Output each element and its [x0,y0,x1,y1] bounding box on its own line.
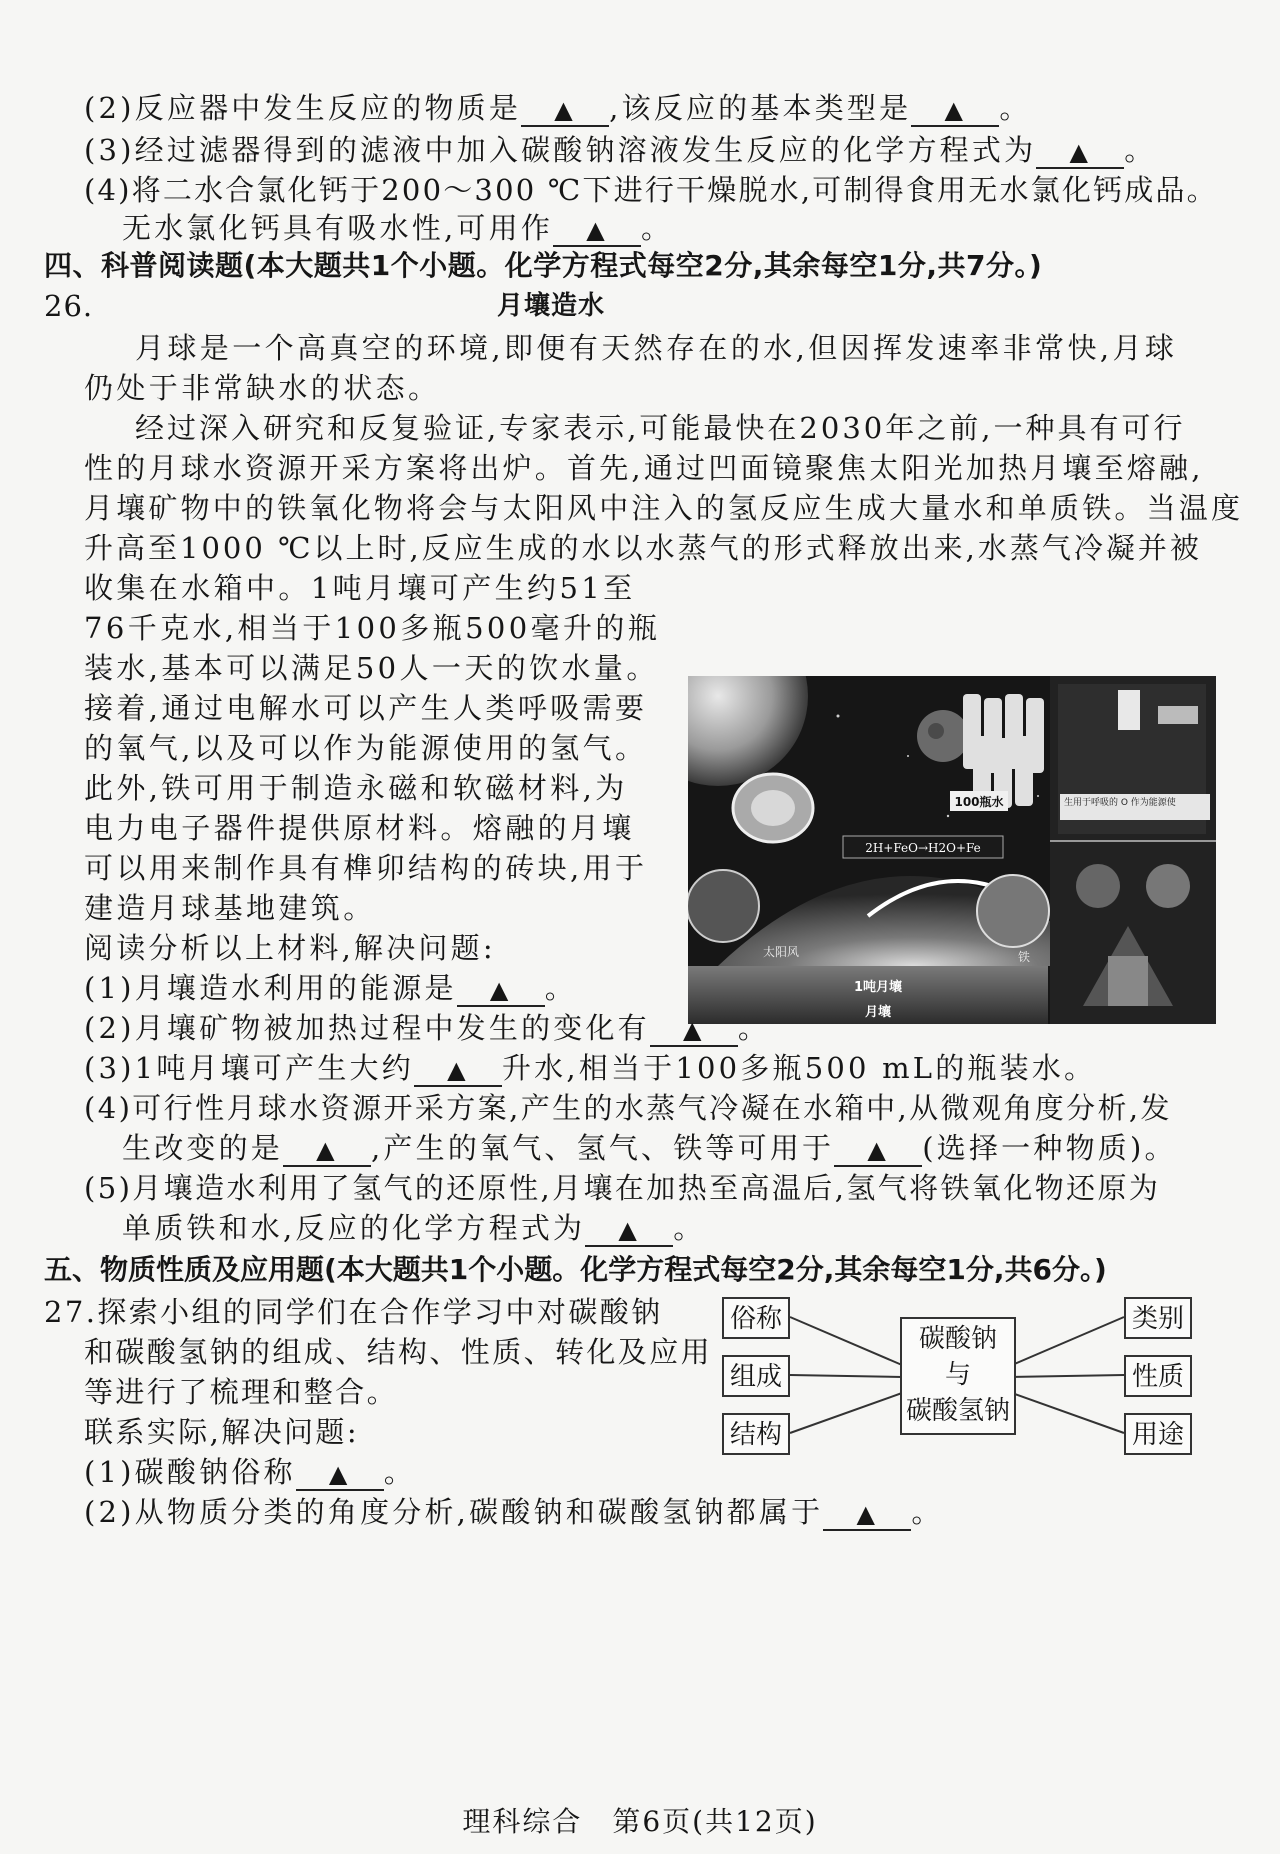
blank-marker: ▲ [586,216,608,244]
blank-marker: ▲ [944,96,967,124]
diagram-node-right-2: 性质 [1124,1355,1192,1397]
q26-sub5-line1: (5)月壤造水利用了氢气的还原性,月壤在加热至高温后,氢气将铁氧化物还原为 [84,1171,1161,1205]
q27-sub2-text: (2)从物质分类的角度分析,碳酸钠和碳酸氢钠都属于 [84,1495,824,1529]
blank-marker: ▲ [316,1136,338,1164]
answer-blank[interactable] [1036,135,1124,169]
q26-number: 26. [44,289,94,323]
blank-marker: ▲ [489,976,512,1004]
period: 。 [1124,133,1157,167]
q26-text-narrow-6: 此外,铁可用于制造永磁和软磁材料,为 [84,771,628,805]
fig-label-bottles: 100瓶水 [954,795,1004,809]
q25-sub4-cont [122,208,673,248]
q26-p1-line2: 仍处于非常缺水的状态。 [84,371,441,405]
fig-label-side: 生用于呼吸的 O 作为能源使 [1064,798,1176,808]
blank-marker: ▲ [618,1216,641,1244]
answer-blank[interactable] [283,1133,371,1167]
q25-sub4-text: (4)将二水合氯化钙于200～300 ℃下进行干燥脱水,可制得食用无水氯化钙成品。 [84,173,1218,207]
blank-marker: ▲ [856,1500,879,1528]
section5-header: 五、物质性质及应用题(本大题共1个小题。化学方程式每空2分,其余每空1分,共6分。) [44,1253,1107,1286]
q26-sub3 [84,1048,1096,1088]
answer-blank[interactable] [553,213,641,247]
q27-line1: 27.探索小组的同学们在合作学习中对碳酸钠 [44,1295,663,1329]
q27-sub1-text: (1)碳酸钠俗称 [84,1455,296,1489]
page-footer: 理科综合 第6页(共12页) [462,1805,818,1838]
q26-text-narrow-8: 可以用来制作具有榫卯结构的砖块,用于 [84,851,648,885]
period: 。 [737,1011,771,1045]
q26-text-narrow-9: 建造月球基地建筑。 [84,891,376,925]
diagram-center-line1: 碳酸钠 [918,1324,997,1354]
diagram-node-left-1: 俗称 [722,1297,790,1339]
q27-line2: 和碳酸氢钠的组成、结构、性质、转化及应用 [84,1335,713,1369]
q26-sub5-line2 [122,1208,705,1248]
fig-label-ton: 1吨月壤 [853,980,903,995]
moon-water-illustration [688,676,1216,1024]
q26-sub5-text: 单质铁和水,反应的化学方程式为 [122,1211,586,1245]
blank-marker: ▲ [683,1016,705,1044]
diagram-center-line3: 碳酸氢钠 [905,1396,1010,1426]
q26-title: 月壤造水 [497,291,606,321]
fig-label-equation: 2H+FeO→H2O+Fe [865,841,981,855]
answer-blank[interactable] [834,1133,922,1167]
q26-p2-line1: 经过深入研究和反复验证,专家表示,可能最快在2030年之前,一种具有可行 [135,411,1186,445]
q26-sub4-text-c: (选择一种物质)。 [922,1131,1177,1165]
q26-text-narrow-3: 装水,基本可以满足50人一天的饮水量。 [84,651,659,685]
fig-label-right: 铁 [1018,950,1031,964]
period: 。 [544,971,577,1005]
answer-blank[interactable] [521,93,609,127]
q26-p2-line3: 月壤矿物中的铁氧化物将会与太阳风中注入的氢反应生成大量水和单质铁。当温度 [84,491,1244,525]
answer-blank[interactable] [911,93,999,127]
blank-marker: ▲ [1069,138,1092,166]
diagram-center-line2: 与 [944,1360,971,1390]
period: 。 [383,1455,416,1489]
q26-sub4-text-b: ,产生的氧气、氢气、铁等可用于 [371,1131,835,1165]
diagram-node-left-3: 结构 [722,1413,790,1455]
blank-marker: ▲ [328,1460,351,1488]
answer-blank[interactable] [823,1497,911,1531]
blank-marker: ▲ [447,1056,469,1084]
q26-sub4-line2 [122,1128,1177,1168]
q26-p1-line1: 月球是一个高真空的环境,即便有天然存在的水,但因挥发速率非常快,月球 [135,331,1178,365]
q25-sub3-text: (3)经过滤器得到的滤液中加入碳酸钠溶液发生反应的化学方程式为 [84,133,1037,167]
q25-sub3 [84,130,1156,170]
q26-p2-line2: 性的月球水资源开采方案将出炉。首先,通过凹面镜聚焦太阳光加热月壤至熔融, [84,451,1204,485]
q25-sub2-text-b: ,该反应的基本类型是 [609,91,912,125]
q26-text-narrow-1: 收集在水箱中。1吨月壤可产生约51至 [84,571,636,605]
diagram-node-right-1: 类别 [1124,1297,1192,1339]
blank-marker: ▲ [554,96,576,124]
q25-sub2-text: (2)反应器中发生反应的物质是 [84,91,522,125]
q26-sub3-text: (3)1吨月壤可产生大约 [84,1051,414,1085]
q26-p2-line4: 升高至1000 ℃以上时,反应生成的水以水蒸气的形式释放出来,水蒸气冷凝并被 [84,531,1202,565]
q26-sub3-text-b: 升水,相当于100多瓶500 mL的瓶装水。 [501,1051,1097,1085]
q25-sub4-cont-text: 无水氯化钙具有吸水性,可用作 [122,211,554,245]
q27-line3: 等进行了梳理和整合。 [84,1375,399,1409]
fig-label-ground: 月壤 [864,1005,892,1020]
concept-diagram [722,1295,1192,1465]
q26-sub1 [84,968,577,1008]
period: 。 [911,1495,944,1529]
q25-sub2 [84,88,1032,128]
q26-sub1-text: (1)月壤造水利用的能源是 [84,971,457,1005]
q26-prompt: 阅读分析以上材料,解决问题: [84,931,496,965]
diagram-node-right-3: 用途 [1124,1413,1192,1455]
period: 。 [641,211,674,245]
q25-sub4 [84,170,1218,210]
period: 。 [673,1211,706,1245]
q26-text-narrow-4: 接着,通过电解水可以产生人类呼吸需要 [84,691,648,725]
blank-marker: ▲ [867,1136,890,1164]
answer-blank[interactable] [585,1213,673,1247]
fig-label-left: 太阳风 [763,945,800,959]
diagram-center-node [900,1317,1016,1435]
q26-sub2-text: (2)月壤矿物被加热过程中发生的变化有 [84,1011,650,1045]
q26-sub4-line1: (4)可行性月球水资源开采方案,产生的水蒸气冷凝在水箱中,从微观角度分析,发 [84,1091,1172,1125]
answer-blank[interactable] [650,1013,738,1047]
section4-header: 四、科普阅读题(本大题共1个小题。化学方程式每空2分,其余每空1分,共7分。) [44,249,1043,282]
answer-blank[interactable] [296,1457,384,1491]
answer-blank[interactable] [414,1053,502,1087]
q26-text-narrow-5: 的氧气,以及可以作为能源使用的氢气。 [84,731,648,765]
q27-sub1 [84,1452,416,1492]
q26-sub4-text: 生改变的是 [122,1131,284,1165]
period: 。 [999,91,1032,125]
q26-sub2 [84,1008,770,1048]
q27-sub2 [84,1492,944,1532]
q26-text-narrow-2: 76千克水,相当于100多瓶500毫升的瓶 [84,611,661,645]
answer-blank[interactable] [457,973,545,1007]
q27-line4: 联系实际,解决问题: [84,1415,359,1449]
q26-text-narrow-7: 电力电子器件提供原材料。熔融的月壤 [84,811,635,845]
diagram-node-left-2: 组成 [722,1355,790,1397]
